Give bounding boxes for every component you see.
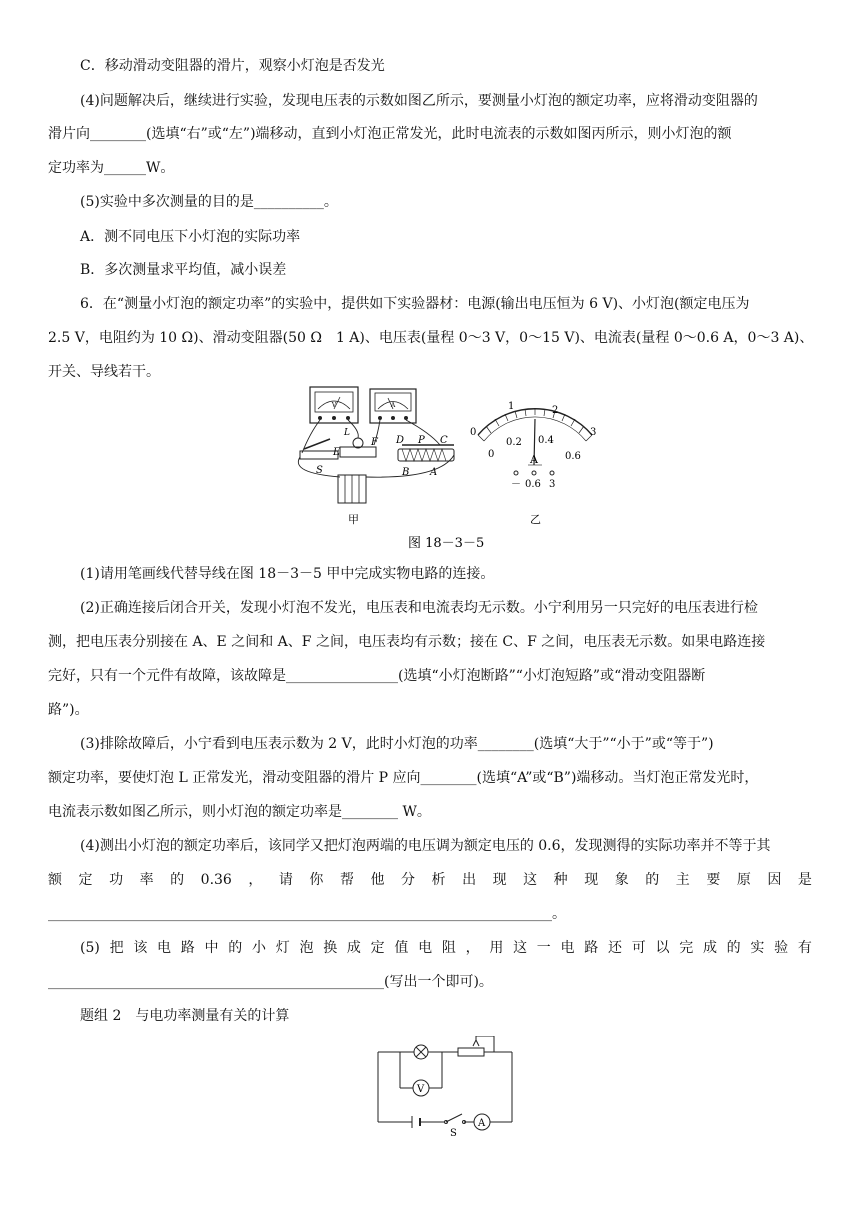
spaced-word: 还	[608, 940, 622, 956]
spaced-word: 成	[702, 940, 717, 956]
spaced-word: 换	[323, 940, 338, 956]
p6-q4-line-1: (4)测出小灯泡的额定功率后，该同学又把灯泡两端的电压调为额定电压的 0.6，发现测得的实际功率并不等于其	[80, 838, 771, 854]
spaced-word: 主	[675, 872, 690, 888]
lamp-device	[332, 428, 379, 458]
scale-top-2: 2	[552, 405, 559, 416]
p6-q2-line-1: (2)正确连接后闭合开关，发现小灯泡不发光，电压表和电流表均无示数。小宁利用另一只完好的电压表进行检	[80, 600, 758, 616]
spaced-word: 出	[462, 872, 477, 888]
spaced-word: 路	[180, 940, 195, 956]
spaced-word: 的	[726, 940, 741, 956]
spaced-word: 析	[431, 872, 446, 888]
circuit-ammeter-label: A	[478, 1118, 486, 1129]
terminal-3: 3	[549, 479, 556, 490]
label-jia: 甲	[348, 513, 359, 526]
scale-top-3: 3	[590, 427, 597, 438]
p6-q2-line-3: 完好，只有一个元件有故障，该故障是________________(选填“小灯泡断路”“小灯泡短路”或“滑动变阻器断	[48, 668, 706, 684]
q5-option-b: B．多次测量求平均值，减小误差	[80, 262, 287, 278]
ammeter-dial	[470, 401, 596, 490]
spaced-word: 请	[278, 872, 293, 888]
p6-q3-line-1: (3)排除故障后，小宁看到电压表示数为 2 V，此时小灯泡的功率________(选填“大于”“小于”或“等于”)	[80, 736, 714, 752]
spaced-word: 成	[346, 940, 361, 956]
label-l: L	[344, 428, 350, 438]
p6-q4-line-3: ________________________________________________________________________。	[48, 906, 566, 922]
scale-top-0: 0	[470, 427, 477, 438]
p6-q2-line-2: 测，把电压表分别接在 A、E 之间和 A、F 之间，电压表均有示数；接在 C、F 之间，电压表无示数。如果电路连接	[48, 634, 766, 650]
q4-line-1: (4)问题解决后，继续进行实验，发现电压表的示数如图乙所示，要测量小灯泡的额定功率，应将滑动变阻器的	[80, 93, 758, 109]
label-f: F	[371, 437, 378, 448]
label-p: P	[418, 435, 425, 446]
q5: (5)实验中多次测量的目的是__________。	[80, 194, 338, 210]
spaced-word: 现	[492, 872, 507, 888]
spaced-word: 阻	[441, 940, 456, 956]
spaced-word: 用	[489, 940, 504, 956]
spaced-word: 可	[631, 940, 646, 956]
label-b: B	[402, 467, 410, 478]
spaced-word: 你	[309, 872, 324, 888]
label-s: S	[316, 465, 323, 476]
spaced-word: 功	[109, 872, 124, 888]
voltmeter-device	[310, 387, 358, 423]
spaced-word: 把	[109, 940, 124, 956]
spaced-word: 帮	[339, 872, 354, 888]
spaced-word: 的	[228, 940, 243, 956]
label-c: C	[440, 435, 448, 446]
q4-line-3: 定功率为______W。	[48, 160, 175, 176]
spaced-word: 完	[679, 940, 694, 956]
spaced-word: 额	[48, 872, 62, 888]
spaced-word: 验	[774, 940, 789, 956]
scale-bottom-02: 0.2	[506, 437, 522, 448]
p6-q5-line-1	[80, 938, 812, 958]
spaced-word: 定	[370, 940, 385, 956]
terminal-minus: －	[511, 479, 521, 490]
ammeter-device	[370, 389, 416, 423]
spaced-word: 有	[797, 940, 812, 956]
spaced-word: 0.36	[200, 872, 232, 888]
problem6-line-1: 6．在“测量小灯泡的额定功率”的实验中，提供如下实验器材：电源(输出电压恒为 6 V)、小灯泡(额定电压为	[80, 296, 750, 312]
spaced-word: 电	[418, 940, 433, 956]
spaced-word: 分	[401, 872, 416, 888]
spaced-word: 该	[133, 940, 148, 956]
spaced-word: ，	[248, 872, 263, 888]
q4-line-2: 滑片向________(选填“右”或“左”)端移动，直到小灯泡正常发光，此时电流表的示数如图丙所示，则小灯泡的额	[48, 126, 732, 142]
ammeter-device-unit: A	[390, 402, 396, 409]
figure-18-3-5	[290, 383, 610, 553]
spaced-word: 值	[394, 940, 409, 956]
p6-q3-line-3: 电流表示数如图乙所示，则小灯泡的额定功率是________ W。	[48, 804, 431, 820]
spaced-word: 因	[767, 872, 782, 888]
spaced-word: 要	[706, 872, 721, 888]
scale-top-1: 1	[508, 401, 515, 412]
spaced-word: 这	[513, 940, 528, 956]
spaced-word: 率	[139, 872, 154, 888]
p6-q5-line-2: ________________________________________________(写出一个即可)。	[48, 974, 493, 990]
spaced-word: 象	[614, 872, 629, 888]
p6-q4-line-2	[48, 870, 812, 890]
circuit-voltmeter-label: V	[417, 1084, 425, 1095]
spaced-word: 小	[251, 940, 266, 956]
circuit-switch-label: S	[450, 1128, 457, 1136]
p6-q2-line-4: 路”)。	[48, 702, 89, 718]
q5-option-a: A．测不同电压下小灯泡的实际功率	[80, 229, 301, 245]
p6-q1: (1)请用笔画线代替导线在图 18－3－5 甲中完成实物电路的连接。	[80, 566, 495, 582]
spaced-word: 种	[553, 872, 568, 888]
label-a: A	[430, 467, 438, 478]
spaced-word: 实	[750, 940, 765, 956]
spaced-word: 的	[645, 872, 660, 888]
spaced-word: 他	[370, 872, 385, 888]
spaced-word: 路	[584, 940, 599, 956]
battery-device	[338, 475, 366, 503]
spaced-word: (5)	[80, 940, 100, 956]
label-d: D	[396, 435, 405, 446]
spaced-word: 电	[157, 940, 172, 956]
circuit-diagram	[376, 1036, 516, 1136]
problem6-line-2: 2.5 V，电阻约为 10 Ω)、滑动变阻器(50 Ω 1 A)、电压表(量程 0～3 V，0～15 V)、电流表(量程 0～0.6 A，0～3 A)、	[48, 330, 814, 346]
spaced-word: 泡	[299, 940, 314, 956]
spaced-word: 这	[523, 872, 538, 888]
spaced-word: ，	[465, 940, 480, 956]
spaced-word: 灯	[275, 940, 290, 956]
terminal-06: 0.6	[525, 479, 541, 490]
spaced-word: 现	[584, 872, 599, 888]
scale-bottom-04: 0.4	[538, 435, 554, 446]
spaced-word: 是	[797, 872, 812, 888]
problem6-line-3: 开关、导线若干。	[48, 364, 160, 380]
spaced-word: 电	[560, 940, 575, 956]
spaced-word: 定	[78, 872, 93, 888]
scale-bottom-0: 0	[488, 449, 495, 460]
voltmeter-unit: V	[331, 402, 337, 409]
spaced-word: 一	[536, 940, 551, 956]
group-2-heading: 题组 2 与电功率测量有关的计算	[80, 1008, 290, 1024]
scale-bottom-06: 0.6	[565, 451, 581, 462]
figure-caption: 图 18－3－5	[408, 536, 485, 551]
spaced-word: 中	[204, 940, 219, 956]
label-e: E	[333, 447, 341, 458]
spaced-word: 原	[736, 872, 751, 888]
label-yi: 乙	[530, 513, 541, 526]
spaced-word: 的	[170, 872, 185, 888]
spaced-word: 以	[655, 940, 670, 956]
rheostat-device	[395, 435, 454, 478]
ammeter-unit: A	[530, 453, 538, 466]
option-c: C．移动滑动变阻器的滑片，观察小灯泡是否发光	[80, 58, 385, 74]
p6-q3-line-2: 额定功率，要使灯泡 L 正常发光，滑动变阻器的滑片 P 应向________(选填“A”或“B”)端移动。当灯泡正常发光时，	[48, 770, 759, 786]
